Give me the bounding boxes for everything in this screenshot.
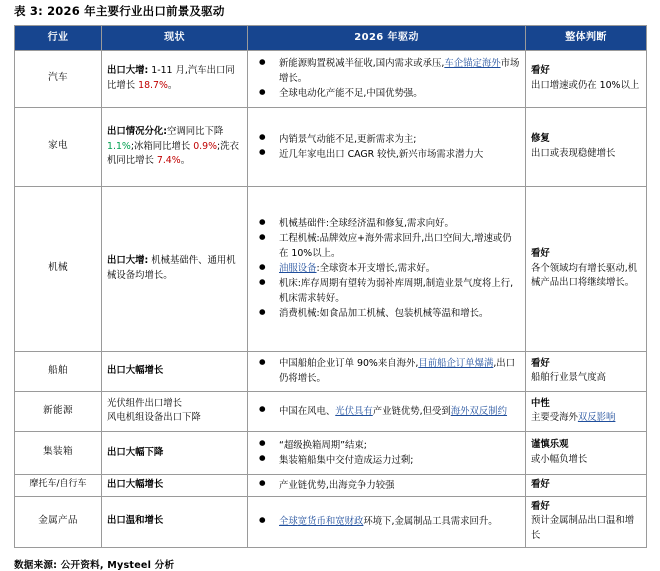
driver-bullet-list: [253, 478, 520, 493]
column-header-driver: 2026 年驱动: [248, 25, 526, 50]
status-line: 风电机组设备出口下降: [107, 412, 201, 424]
inline-link[interactable]: 全球: [279, 516, 298, 528]
verdict-detail: 出口增速或仍在 10%以上: [531, 79, 640, 91]
cell-industry: 新能源: [15, 391, 102, 431]
driver-bullet: [253, 216, 520, 231]
verdict-detail: 各个领域均有增长驱动,机械产品出口将继续增长。: [531, 262, 638, 289]
driver-bullet: [253, 231, 520, 261]
cell-judgement: [526, 107, 647, 186]
cell-status: [102, 431, 248, 474]
cell-industry: 家电: [15, 107, 102, 186]
cell-industry: 机械: [15, 186, 102, 351]
inline-link[interactable]: 光伏具有: [335, 405, 373, 417]
text-run: 中国船舶企业订单 90%来自海外,: [279, 358, 419, 370]
text-run: 机械基础件:全球经济温和修复,需求向好。: [279, 218, 454, 230]
inline-link[interactable]: 车企锚定海外: [444, 58, 501, 70]
status-lead: 出口大增:: [107, 65, 149, 77]
cell-industry: 船舶: [15, 351, 102, 391]
table-body: [15, 50, 647, 547]
cell-judgement: [526, 474, 647, 496]
driver-bullet-list: [253, 514, 520, 529]
source-note: 数据来源: 公开资料, Mysteel 分析: [14, 559, 175, 571]
text-run: 消费机械:如食品加工机械、包装机械等温和增长。: [279, 308, 489, 320]
driver-bullet: [253, 453, 520, 468]
driver-bullet: [253, 261, 520, 276]
inline-link[interactable]: 油服设备: [279, 263, 317, 275]
verdict-detail: 或小幅负增长: [531, 453, 588, 465]
verdict-detail: [531, 411, 641, 426]
verdict-label: 看好: [531, 247, 550, 259]
cell-status: [102, 391, 248, 431]
driver-bullet: [253, 276, 520, 306]
table-row: [15, 474, 647, 496]
text-run: 集装箱船集中交付造成运力过剩;: [279, 454, 414, 466]
status-lead: 出口大幅增长: [107, 479, 164, 491]
cell-driver: [248, 107, 526, 186]
verdict-label: 谨慎乐观: [531, 439, 569, 451]
driver-bullet: [253, 306, 520, 321]
cell-driver: [248, 351, 526, 391]
text-run: 空调同比下降: [167, 125, 224, 137]
status-text: 1-11 月,汽车出口同比增长: [107, 65, 235, 91]
page-title: 表 3: 2026 年主要行业出口前景及驱动: [14, 4, 225, 18]
text-run: 近几年家电出口 CAGR 较快,新兴市场需求潜力大: [279, 148, 484, 160]
cell-status: [102, 50, 248, 107]
cell-driver: [248, 431, 526, 474]
cell-judgement: [526, 186, 647, 351]
table-row: [15, 50, 647, 107]
driver-bullet-list: [253, 132, 520, 162]
driver-bullet: [253, 478, 520, 493]
verdict-detail: 船舶行业景气度高: [531, 372, 607, 384]
text-run: 内销景气动能不足,更新需求为主;: [279, 133, 417, 145]
text-run: :全球资本开支增长,需求好。: [316, 263, 436, 275]
cell-industry: 汽车: [15, 50, 102, 107]
driver-bullet-list: [253, 356, 520, 386]
negative-value: 1.1%: [107, 140, 131, 152]
text-run: “超级换箱周期”结束;: [279, 439, 367, 451]
cell-judgement: [526, 50, 647, 107]
text-run: 市场增长。: [279, 58, 520, 85]
driver-bullet-list: [253, 438, 520, 468]
table-row: [15, 351, 647, 391]
status-lead: 出口情况分化:: [107, 125, 167, 137]
cell-judgement: [526, 391, 647, 431]
verdict-detail: 出口或表现稳健增长: [531, 147, 616, 159]
text-run: 。: [180, 155, 191, 167]
header-row: [15, 25, 647, 50]
driver-bullet-list: [253, 404, 520, 419]
driver-bullet-list: [253, 56, 520, 101]
verdict-label: 中性: [531, 397, 550, 409]
column-header-industry: 行业: [15, 25, 102, 50]
verdict-label: 看好: [531, 479, 550, 491]
verdict-label: 看好: [531, 65, 550, 77]
inline-link[interactable]: 宽货币和宽财政: [297, 516, 364, 528]
positive-value: 7.4%: [156, 155, 181, 167]
text-run: ;洗衣机同比增长: [107, 140, 239, 167]
verdict-label: 修复: [531, 133, 550, 145]
driver-bullet: [253, 147, 520, 162]
status-lead: 出口大幅下降: [107, 446, 164, 458]
cell-driver: [248, 391, 526, 431]
positive-value: 18.7%: [138, 79, 168, 91]
text-run: ,出口仍将增长。: [279, 358, 516, 385]
status-lead: 出口大幅增长: [107, 365, 164, 376]
driver-bullet: [253, 132, 520, 147]
cell-judgement: [526, 351, 647, 391]
cell-industry: 摩托车/自行车: [15, 474, 102, 496]
status-tail: 。: [167, 79, 178, 91]
cell-status: [102, 351, 248, 391]
driver-bullet: [253, 514, 520, 529]
cell-status: [102, 186, 248, 351]
status-lead: 出口温和增长: [107, 515, 164, 527]
cell-status: [102, 496, 248, 547]
driver-bullet: [253, 56, 520, 86]
inline-link[interactable]: 双反影响: [577, 412, 616, 424]
text-run: 新能源购置税减半征收,国内需求或承压,: [279, 58, 445, 70]
text-run: 全球电动化产能不足,中国优势强。: [279, 88, 423, 100]
cell-judgement: [526, 431, 647, 474]
verdict-label: 看好: [531, 357, 550, 369]
status-line: 光伏组件出口增长: [107, 397, 183, 409]
driver-bullet: [253, 438, 520, 453]
table-row: [15, 431, 647, 474]
driver-bullet-list: [253, 216, 520, 321]
cell-industry: 金属产品: [15, 496, 102, 547]
table-row: [15, 391, 647, 431]
verdict-detail: 预计金属制品出口温和增长: [531, 515, 635, 541]
status-text: 机械基础件、通用机械设备均增长。: [107, 255, 236, 281]
driver-bullet: [253, 356, 520, 386]
cell-driver: [248, 474, 526, 496]
text-run: 中国在风电、: [279, 405, 336, 417]
driver-bullet: [253, 404, 520, 419]
text-run: 工程机械:品牌效应+海外需求回升,出口空间大,增速或仍在 10%以上。: [279, 233, 512, 260]
cell-status: [102, 107, 248, 186]
cell-judgement: [526, 496, 647, 547]
table-row: [15, 496, 647, 547]
driver-bullet: [253, 86, 520, 101]
cell-driver: [248, 50, 526, 107]
table-header: [15, 25, 647, 50]
text-run: 环境下,金属制品工具需求回升。: [363, 516, 498, 528]
column-header-judgement: 整体判断: [526, 25, 647, 50]
positive-value: 0.9%: [193, 140, 218, 152]
cell-driver: [248, 186, 526, 351]
text-run: 机床:库存周期有望转为弱补库周期,制造业景气度将上行,机床需求转好。: [279, 278, 514, 305]
status-lead: 出口大增:: [107, 255, 149, 267]
text-run: ;冰箱同比增长: [130, 140, 194, 152]
text-run: 产业链优势,但受到: [372, 405, 451, 417]
text-run: 主要受海外: [531, 412, 578, 424]
table-row: [15, 107, 647, 186]
verdict-label: 看好: [531, 500, 550, 512]
cell-status: [102, 474, 248, 496]
column-header-status: 现状: [102, 25, 248, 50]
inline-link[interactable]: 目前船企订单爆满: [418, 358, 494, 370]
table-row: [15, 186, 647, 351]
text-run: 产业链优势,出海竞争力较强: [279, 479, 395, 491]
cell-industry: 集装箱: [15, 431, 102, 474]
cell-driver: [248, 496, 526, 547]
export-outlook-table: [14, 25, 647, 548]
inline-link[interactable]: 海外双反制约: [450, 405, 508, 417]
